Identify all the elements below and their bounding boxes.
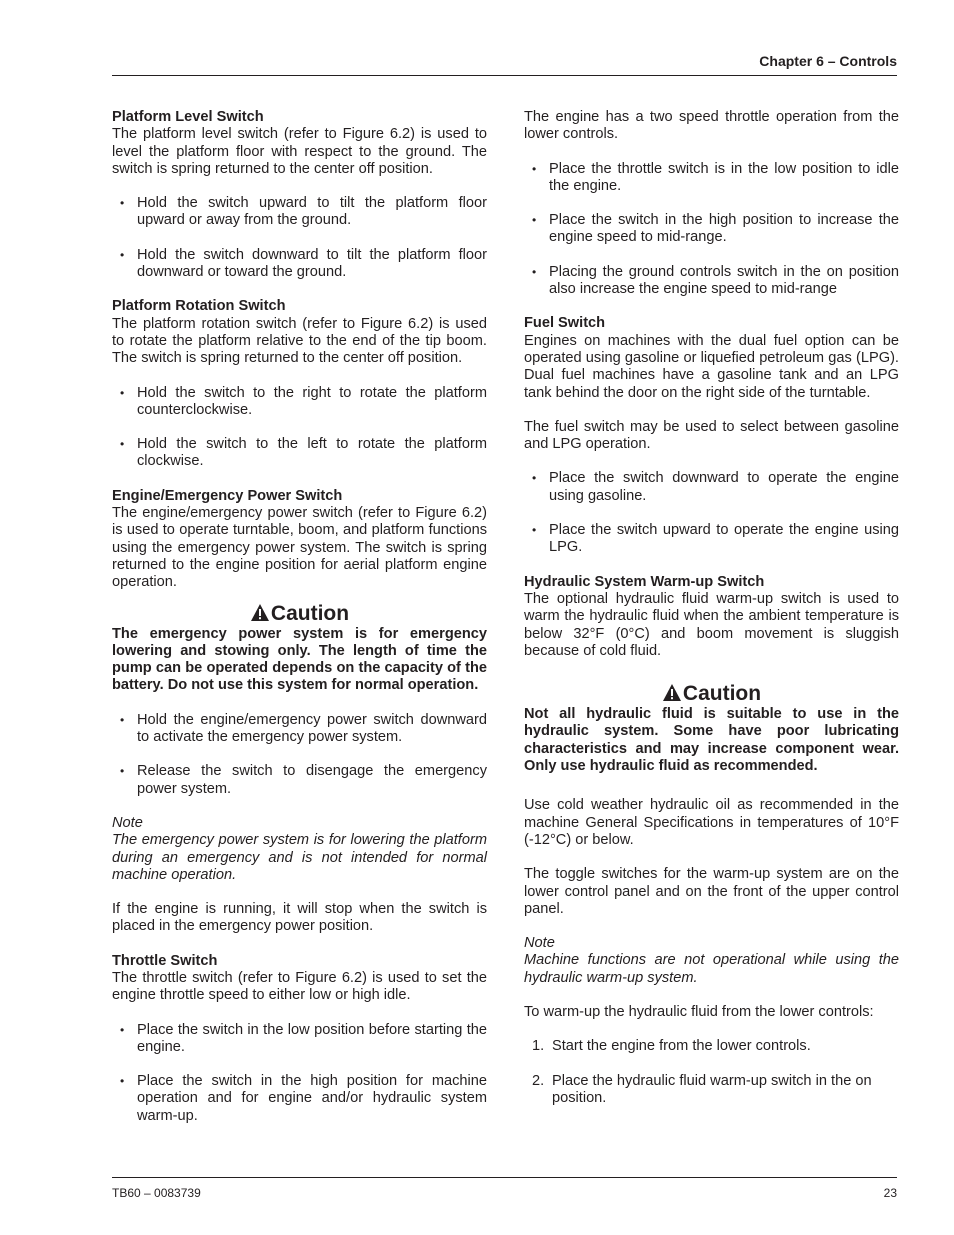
bullet-list — [112, 712, 487, 798]
numbered-list — [524, 1038, 899, 1107]
list-item: • Place the switch downward to operate the engine using gasoline. — [524, 470, 899, 505]
page-number: 23 — [883, 1186, 897, 1200]
list-item: • Release the switch to disengage the emergency power system. — [112, 763, 487, 798]
list-item: • Place the switch in the high position for machine operation and for engine and/or hydraulic system warm-up. — [112, 1073, 487, 1125]
list-item: • Hold the switch to the right to rotate the platform counterclockwise. — [112, 385, 487, 420]
left-column — [112, 109, 487, 1142]
paragraph: The throttle switch (refer to Figure 6.2) is used to set the engine throttle speed to either low or high idle. — [112, 969, 487, 1004]
bullet-list — [524, 161, 899, 299]
caution-label: Caution — [270, 601, 350, 625]
header-rule — [112, 75, 897, 76]
note-text: Machine functions are not operational while using the hydraulic warm-up system. — [524, 952, 899, 986]
bullet-list — [112, 385, 487, 471]
footer-doc-id: TB60 – 0083739 — [112, 1186, 201, 1200]
section-heading-throttle: Throttle Switch — [112, 952, 218, 969]
paragraph: Engines on machines with the dual fuel option can be operated using gasoline or liquefied petroleum gas (LPG). Dual fuel machines have a gasoline tank and an LPG tank behind the door on the right side of the turntable. — [524, 332, 899, 401]
section-heading-platform-level: Platform Level Switch — [112, 109, 264, 125]
page-header-title: Chapter 6 – Controls — [759, 53, 897, 69]
bullet-list — [112, 1022, 487, 1125]
list-item: • Place the throttle switch is in the low position to idle the engine. — [524, 161, 899, 196]
list-item: • Hold the switch to the left to rotate the platform clockwise. — [112, 436, 487, 471]
list-item — [524, 1038, 899, 1055]
step-text: Place the hydraulic fluid warm-up switch in the on position. — [552, 1072, 872, 1106]
list-item: • Place the switch in the low position before starting the engine. — [112, 1022, 487, 1057]
section-heading-hydraulic-warmup: Hydraulic System Warm-up Switch — [524, 573, 765, 590]
section-heading-fuel: Fuel Switch — [524, 315, 606, 332]
caution-text: Not all hydraulic fluid is suitable to use in the hydraulic system. Some have poor lubricating characteristics and may increase component wear. Only use hydraulic fluid as recommended. — [524, 706, 899, 775]
warning-triangle-icon — [662, 683, 682, 702]
list-item: • Hold the switch downward to tilt the platform floor downward or toward the ground. — [112, 247, 487, 282]
caution-heading — [524, 682, 899, 706]
caution-label: Caution — [682, 682, 762, 706]
step-number: 2. — [532, 1072, 545, 1089]
list-item: • Hold the switch upward to tilt the platform floor upward or away from the ground. — [112, 195, 487, 230]
right-column — [524, 109, 899, 1124]
list-item: • Hold the engine/emergency power switch downward to activate the emergency power system. — [112, 712, 487, 747]
footer-rule — [112, 1177, 897, 1178]
bullet-list — [112, 195, 487, 281]
list-item: • Place the switch in the high position to increase the engine speed to mid-range. — [524, 212, 899, 247]
section-heading-platform-rotation: Platform Rotation Switch — [112, 298, 286, 315]
paragraph: Use cold weather hydraulic oil as recommended in the machine General Specifications in temperatures of 10°F (-12°C) or below. — [524, 797, 899, 848]
paragraph: The fuel switch may be used to select between gasoline and LPG operation. — [524, 418, 899, 453]
note-label: Note — [524, 935, 555, 952]
warning-triangle-icon — [250, 603, 270, 622]
note-text: The emergency power system is for lowering the platform during an emergency and is not intended for normal machine operation. — [112, 832, 487, 883]
paragraph: The engine/emergency power switch (refer to Figure 6.2) is used to operate turntable, boom, and platform functions using the emergency power system. The switch is spring returned to the engine position for aerial platform engine operation. — [112, 505, 487, 591]
note-label: Note — [112, 814, 143, 831]
paragraph: The platform rotation switch (refer to Figure 6.2) is used to rotate the platform relative to the end of the tip boom. The switch is spring returned to the center off position. — [112, 315, 487, 367]
list-item: • Placing the ground controls switch in the on position also increase the engine speed to mid-range — [524, 264, 899, 299]
section-heading-engine-emergency: Engine/Emergency Power Switch — [112, 487, 343, 504]
caution-heading — [112, 602, 487, 626]
list-item — [524, 1073, 899, 1108]
step-number: 1. — [532, 1038, 545, 1055]
paragraph: The optional hydraulic fluid warm-up switch is used to warm the hydraulic fluid when the ambient temperature is below 32°F (0°C) and boom movement is sluggish because of cold fluid. — [524, 590, 899, 659]
paragraph: To warm-up the hydraulic fluid from the lower controls: — [524, 1003, 874, 1020]
paragraph: If the engine is running, it will stop when the switch is placed in the emergency power position. — [112, 901, 487, 935]
paragraph: The platform level switch (refer to Figure 6.2) is used to level the platform floor with respect to the ground. The switch is spring returned to the center off position. — [112, 126, 487, 177]
list-item: • Place the switch upward to operate the engine using LPG. — [524, 522, 899, 557]
step-text: Start the engine from the lower controls. — [552, 1038, 811, 1055]
paragraph: The toggle switches for the warm-up system are on the lower control panel and on the front of the upper control panel. — [524, 866, 899, 917]
paragraph: The engine has a two speed throttle operation from the lower controls. — [524, 109, 899, 143]
caution-text: The emergency power system is for emergency lowering and stowing only. The length of time the pump can be operated depends on the capacity of the battery. Do not use this system for normal operation. — [112, 625, 487, 694]
bullet-list — [524, 470, 899, 556]
